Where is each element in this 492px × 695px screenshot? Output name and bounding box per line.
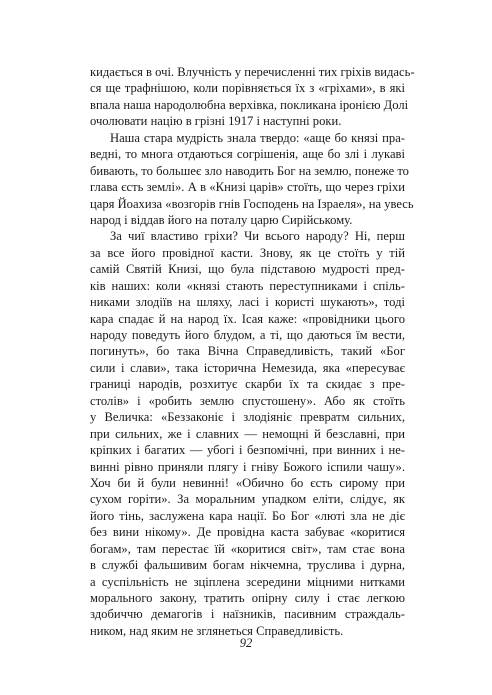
text-line: народ і віддав його на поталу царю Сирійському. [90,212,353,227]
text-line: без вини нікому». Де провідна каста забуває «коритися [90,525,405,540]
text-line: очолювати націю в грізні 1917 і наступні роки. [90,114,342,129]
text-line: ся ще трафнішою, коли порівняється їх з «гріхами», в які [90,81,405,96]
text-line: здобиччю демагогів і наїзників, пасивним страждаль- [90,607,405,622]
text-line: самій Святій Книзі, що була підставою мудрості пред- [90,262,405,277]
text-line: кара спадає й на народ їх. Ісая каже: «провідники цього [90,311,405,326]
text-line: народу поведуть його блудом, а ті, що даються їм вести, [90,328,405,342]
body-text [90,64,415,639]
text-line: бивають, то большеє зло наводить Бог на землю, понеже то [90,163,409,178]
text-line: погинуть», бо така Вічна Справедливість, такий «Бог [90,344,405,359]
text-line: кріпких і багатих — убогі і безпомічні, при винних і не- [90,443,405,458]
text-line: при сильних, же і славних — немощні й безславні, при [90,426,405,441]
page-number: 92 [239,636,253,650]
text-line: морального закону, тратить опірну силу і стає легкою [90,591,405,605]
text-line: Наша стара мудрість знала твердо: «аще бо князі пра- [110,130,405,145]
text-line: Хоч би й були невинні! «Обично бо єсть сирому при [90,475,405,490]
text-line: за все його провідної касти. Знову, як це стоїть у тій [90,245,405,260]
text-line: границі народів, розхитує скарби їх та скидає з пре- [90,377,405,392]
text-line: ником, над яким не зглянеться Справедливість. [90,623,344,638]
text-line: у Величка: «Беззаконіє і злодіяніє превратм сильних, [90,410,405,425]
text-line: глава єсть землі». А в «Книзі царів» стоїть, що через гріхи [90,180,405,195]
text-line: кидається в очі. Влучність у перечисленні тих гріхів видась- [90,65,415,79]
text-line: За чиї властиво гріхи? Чи всього народу? Ні, перш [110,229,405,244]
text-line: столів» і «робить землю спустошену». Або як стоїть [90,393,405,408]
text-line: царя Йоахиза «возгорів гнів Господень на Ізраеля», на увесь [90,196,414,211]
text-line: ків наших: коли «князі стають переступниками і спіль- [90,278,405,293]
text-line: богам», там перестає їй «коритися світ», там стає вона [90,541,405,556]
text-line: сухом горіти». За моральним упадком еліти, слідує, як [90,492,405,507]
text-line: сили і слави», така історична Немезида, яка «пересуває [90,360,405,375]
text-line: в службі фальшивим богам нікчемна, труслива і дурна, [90,558,405,573]
text-line: впала наша народолюбна верхівка, покликана іронією Долі [90,97,409,112]
text-line: ведні, то многа отдаються согрішенія, аще бо злі і лукаві [90,147,405,162]
text-line: винні рівно приняли плягу і гніву Божого іспили чашу». [90,459,405,474]
text-line: його тінь, заслужена кара нації. Бо Бог «люті зла не діє [90,508,405,523]
text-line: а суспільність не зціплена зсередини міцними нитками [90,574,405,589]
text-line: никами злодіїв на шляху, ласі і користі шукають», тоді [90,295,405,310]
